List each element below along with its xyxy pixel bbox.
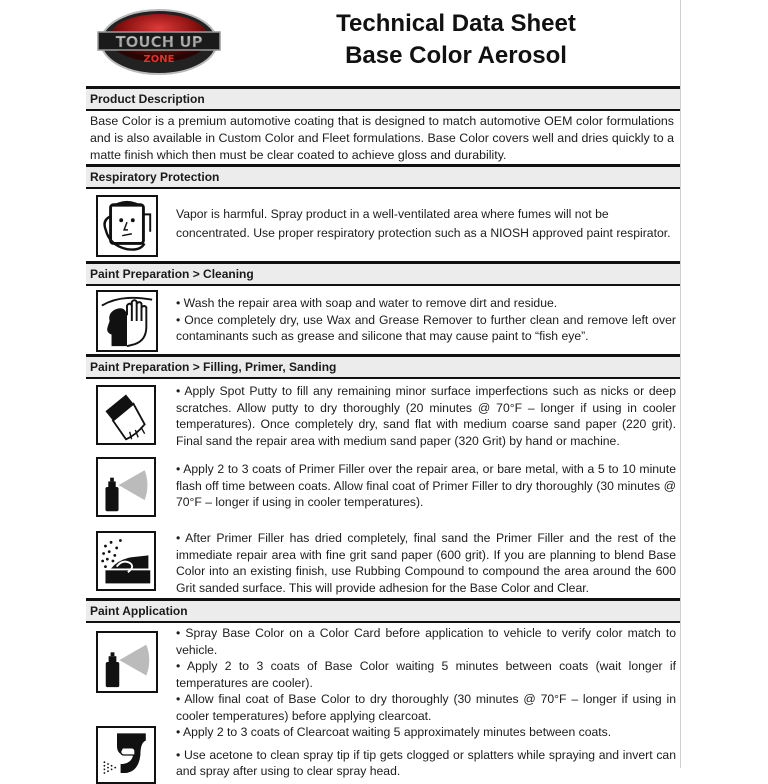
cleaning-text: [176, 295, 676, 345]
title-line-1: Technical Data Sheet: [336, 10, 576, 37]
header: [86, 0, 680, 86]
spray-can-icon: [96, 631, 158, 693]
section-filling-primer-sanding: [86, 379, 680, 598]
cleaning-bullet: • Wash the repair area with soap and water to remove dirt and residue.: [176, 296, 558, 310]
application-bullet: • Apply 2 to 3 coats of Clearcoat waiting 5 approximately minutes between coats.: [176, 725, 612, 739]
paint-application-text: [176, 625, 676, 780]
section-heading-paint-application: Paint Application: [86, 601, 680, 623]
application-bullet: • Spray Base Color on a Color Card before application to vehicle to verify color match to vehicle.: [176, 626, 676, 657]
respirator-face-shield-icon: [96, 195, 158, 257]
section-cleaning: [86, 286, 680, 354]
section-heading-product-description: Product Description: [86, 89, 680, 111]
section-heading-filling-primer-sanding: Paint Preparation > Filling, Primer, Sanding: [86, 357, 680, 379]
application-bullet: • Apply 2 to 3 coats of Base Color waiting 5 minutes between coats (wait longer if temperatures are cooler).: [176, 659, 676, 690]
section-heading-respiratory-protection: Respiratory Protection: [86, 167, 680, 189]
section-paint-application: [86, 623, 680, 783]
section-heading-cleaning: Paint Preparation > Cleaning: [86, 264, 680, 286]
spot-putty-text: • Apply Spot Putty to fill any remaining minor surface imperfections such as nicks or deep scratches. Allow putty to dry thoroughly (20 minutes @ 70°F – longer if using in cooler temperatures). Once completely dry, sand flat with medium coarse sand paper (220 grit). Final sand the repair area with medium sand paper (320 Grit) by hand or machine.: [176, 384, 676, 448]
touch-up-zone-logo: [96, 8, 222, 76]
application-bullet: • Allow final coat of Base Color to dry thoroughly (30 minutes @ 70°F – longer if using in cooler temperatures) before applying clearcoat.: [176, 692, 676, 723]
application-bullet: • Use acetone to clean spray tip if tip gets clogged or splatters while spraying and invert can and spray after using to clear spray head.: [176, 747, 676, 778]
title-line-2: Base Color Aerosol: [345, 42, 567, 69]
logo-text-touch-up: TOUCH UP: [115, 33, 203, 51]
hand-wiping-icon: [96, 290, 158, 352]
final-sand-text: • After Primer Filler has dried completely, final sand the Primer Filler and the rest of the immediate repair area with fine grit sand paper (600 grit). If you are planning to blend Base Color into an existing finish, use Rubbing Compound to compound the area around the 600 Grit sanded surface. This will provide adhesion for the Base Color and Clear.: [176, 531, 676, 595]
spray-can-icon: [96, 457, 156, 517]
cleaning-bullet: • Once completely dry, use Wax and Grease Remover to further clean and remove left over contaminants such as grease and silicone that may cause paint to “fish eye”.: [176, 312, 676, 343]
putty-knife-icon: [96, 385, 156, 445]
section-respiratory-protection: [86, 189, 680, 261]
sanding-hand-icon: [96, 531, 156, 591]
document-title: [286, 8, 626, 72]
section-product-description: [86, 111, 680, 164]
logo-text-zone: ZONE: [143, 54, 175, 65]
respiratory-text: Vapor is harmful. Spray product in a well-ventilated area where fumes will not be concentrated. Use proper respiratory protection such as a NIOSH approved paint respirator.: [176, 207, 671, 240]
product-description-text: Base Color is a premium automotive coating that is designed to match automotive OEM color formulations and is also available in Custom Color and Fleet formulations. Base Color covers well and dries quickly to a matte finish which then must be clear coated to achieve gloss and durability.: [90, 114, 674, 162]
primer-filler-text: • Apply 2 to 3 coats of Primer Filler over the repair area, or bare metal, with a 5 to 10 minute flash off time between coats. Allow final coat of Primer Filler to dry thoroughly (30 minutes @ 70°F – longer if using in cooler temperatures).: [176, 462, 676, 509]
spray-tip-hand-icon: [96, 726, 156, 784]
data-sheet: [86, 0, 681, 778]
